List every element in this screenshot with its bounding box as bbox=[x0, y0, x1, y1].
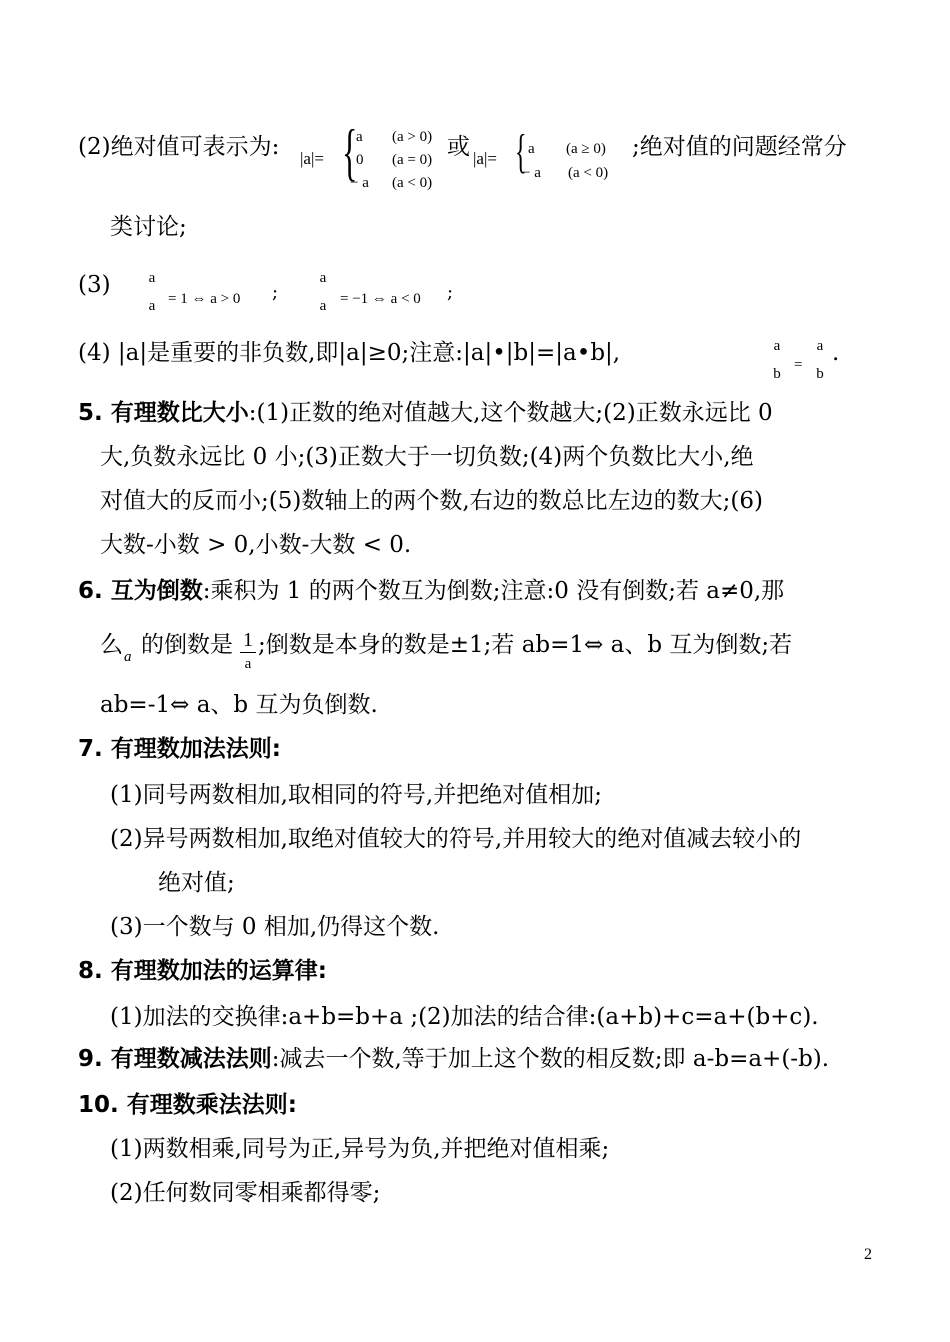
item6-fraction-denominator: a bbox=[244, 656, 252, 672]
item5-line-4: 大数-小数 > 0,小数-大数 < 0. bbox=[100, 532, 412, 558]
item8-title: 8. 有理数加法的运算律: bbox=[78, 958, 327, 984]
item5-line-2: 大,负数永远比 0 小;(3)正数大于一切负数;(4)两个负数比大小,绝 bbox=[100, 444, 754, 470]
case1-condition: (a > 0) bbox=[392, 129, 433, 145]
item6-line-1 bbox=[78, 576, 784, 606]
item7-rule-3: (3)一个数与 0 相加,仍得这个数. bbox=[110, 914, 440, 940]
left-brace-1: { bbox=[342, 116, 358, 187]
item2-continuation: 类讨论; bbox=[110, 214, 187, 240]
page-number: 2 bbox=[864, 1246, 872, 1263]
case1-value: a bbox=[356, 129, 363, 145]
item4-fraction-2-numerator: a bbox=[816, 338, 824, 354]
item7-rule-2-continuation: 绝对值; bbox=[158, 870, 235, 896]
case2-value: 0 bbox=[356, 152, 364, 168]
item4-fraction-1-numerator: a bbox=[773, 338, 781, 354]
or-word: 或 bbox=[447, 134, 470, 160]
item4-end: . bbox=[832, 340, 840, 366]
item3-end: ; bbox=[447, 282, 454, 303]
item4-equals: = bbox=[794, 357, 803, 373]
case3-condition: (a < 0) bbox=[392, 175, 433, 191]
item7-rule-2: (2)异号两数相加,取绝对值较大的符号,并用较大的绝对值减去较小的 bbox=[110, 826, 802, 852]
item3-label: (3) bbox=[78, 272, 111, 298]
item6-line-2c: ;倒数是本身的数是±1;若 ab=1⇔ a、b 互为倒数;若 bbox=[258, 632, 793, 658]
item3-separator: ; bbox=[272, 282, 279, 303]
item9-title: 9. 有理数减法法则 bbox=[78, 1046, 272, 1072]
item7-title: 7. 有理数加法法则: bbox=[78, 736, 281, 762]
case5-condition: (a < 0) bbox=[568, 165, 609, 181]
item10-rule-1: (1)两数相乘,同号为正,异号为负,并把绝对值相乘; bbox=[110, 1136, 610, 1162]
item5-line-3: 对值大的反而小;(5)数轴上的两个数,右边的数总比左边的数大;(6) bbox=[100, 488, 763, 514]
item10-title: 10. 有理数乘法法则: bbox=[78, 1092, 297, 1118]
fraction-1-denominator: a bbox=[148, 298, 156, 314]
item3-relation-1: = 1 ⇔ a > 0 bbox=[168, 291, 241, 307]
item6-line-2b: 的倒数是 bbox=[141, 632, 233, 658]
case4-value: a bbox=[528, 141, 535, 157]
item6-text-1: :乘积为 1 的两个数互为倒数;注意:0 没有倒数;若 a≠0,那 bbox=[202, 578, 785, 604]
case3-value: − a bbox=[350, 175, 369, 191]
item6-fraction-numerator: 1 bbox=[240, 628, 256, 653]
item9-line bbox=[78, 1044, 829, 1074]
abs-lhs-1: |a|= bbox=[300, 149, 324, 168]
item10-rule-2: (2)任何数同零相乘都得零; bbox=[110, 1180, 381, 1206]
abs-lhs-2: |a|= bbox=[473, 149, 497, 168]
item6-line-2a: 么 bbox=[100, 632, 123, 658]
item9-text: :减去一个数,等于加上这个数的相反数;即 a-b=a+(-b). bbox=[271, 1046, 830, 1072]
item2-suffix: ;绝对值的问题经常分 bbox=[632, 134, 847, 160]
fraction-2-denominator: a bbox=[319, 298, 327, 314]
case2-condition: (a = 0) bbox=[392, 152, 433, 168]
left-brace-2: { bbox=[515, 125, 527, 178]
item2-prefix: (2)绝对值可表示为: bbox=[78, 134, 280, 160]
item6-line-3: ab=-1⇔ a、b 互为负倒数. bbox=[100, 692, 378, 718]
item4-fraction-2-denominator: b bbox=[816, 366, 824, 382]
item8-rule-1: (1)加法的交换律:a+b=b+a ;(2)加法的结合律:(a+b)+c=a+(b+c). bbox=[110, 1004, 819, 1030]
item5-title: 5. 有理数比大小 bbox=[78, 400, 249, 426]
case4-condition: (a ≥ 0) bbox=[566, 141, 606, 157]
item6-subscript-a: a bbox=[124, 649, 132, 665]
item6-title: 6. 互为倒数 bbox=[78, 578, 203, 604]
item7-rule-1: (1)同号两数相加,取相同的符号,并把绝对值相加; bbox=[110, 782, 602, 808]
item3-relation-2: = −1 ⇔ a < 0 bbox=[340, 291, 421, 307]
item5-line-1 bbox=[78, 398, 773, 428]
fraction-1-numerator: a bbox=[148, 270, 156, 286]
item4-fraction-1-denominator: b bbox=[773, 366, 781, 382]
item4-text: (4) |a|是重要的非负数,即|a|≥0;注意:|a|•|b|=|a•b|, bbox=[78, 340, 621, 366]
case5-value: − a bbox=[522, 165, 541, 181]
fraction-2-numerator: a bbox=[319, 270, 327, 286]
item5-text-1: :(1)正数的绝对值越大,这个数越大;(2)正数永远比 0 bbox=[248, 400, 773, 426]
